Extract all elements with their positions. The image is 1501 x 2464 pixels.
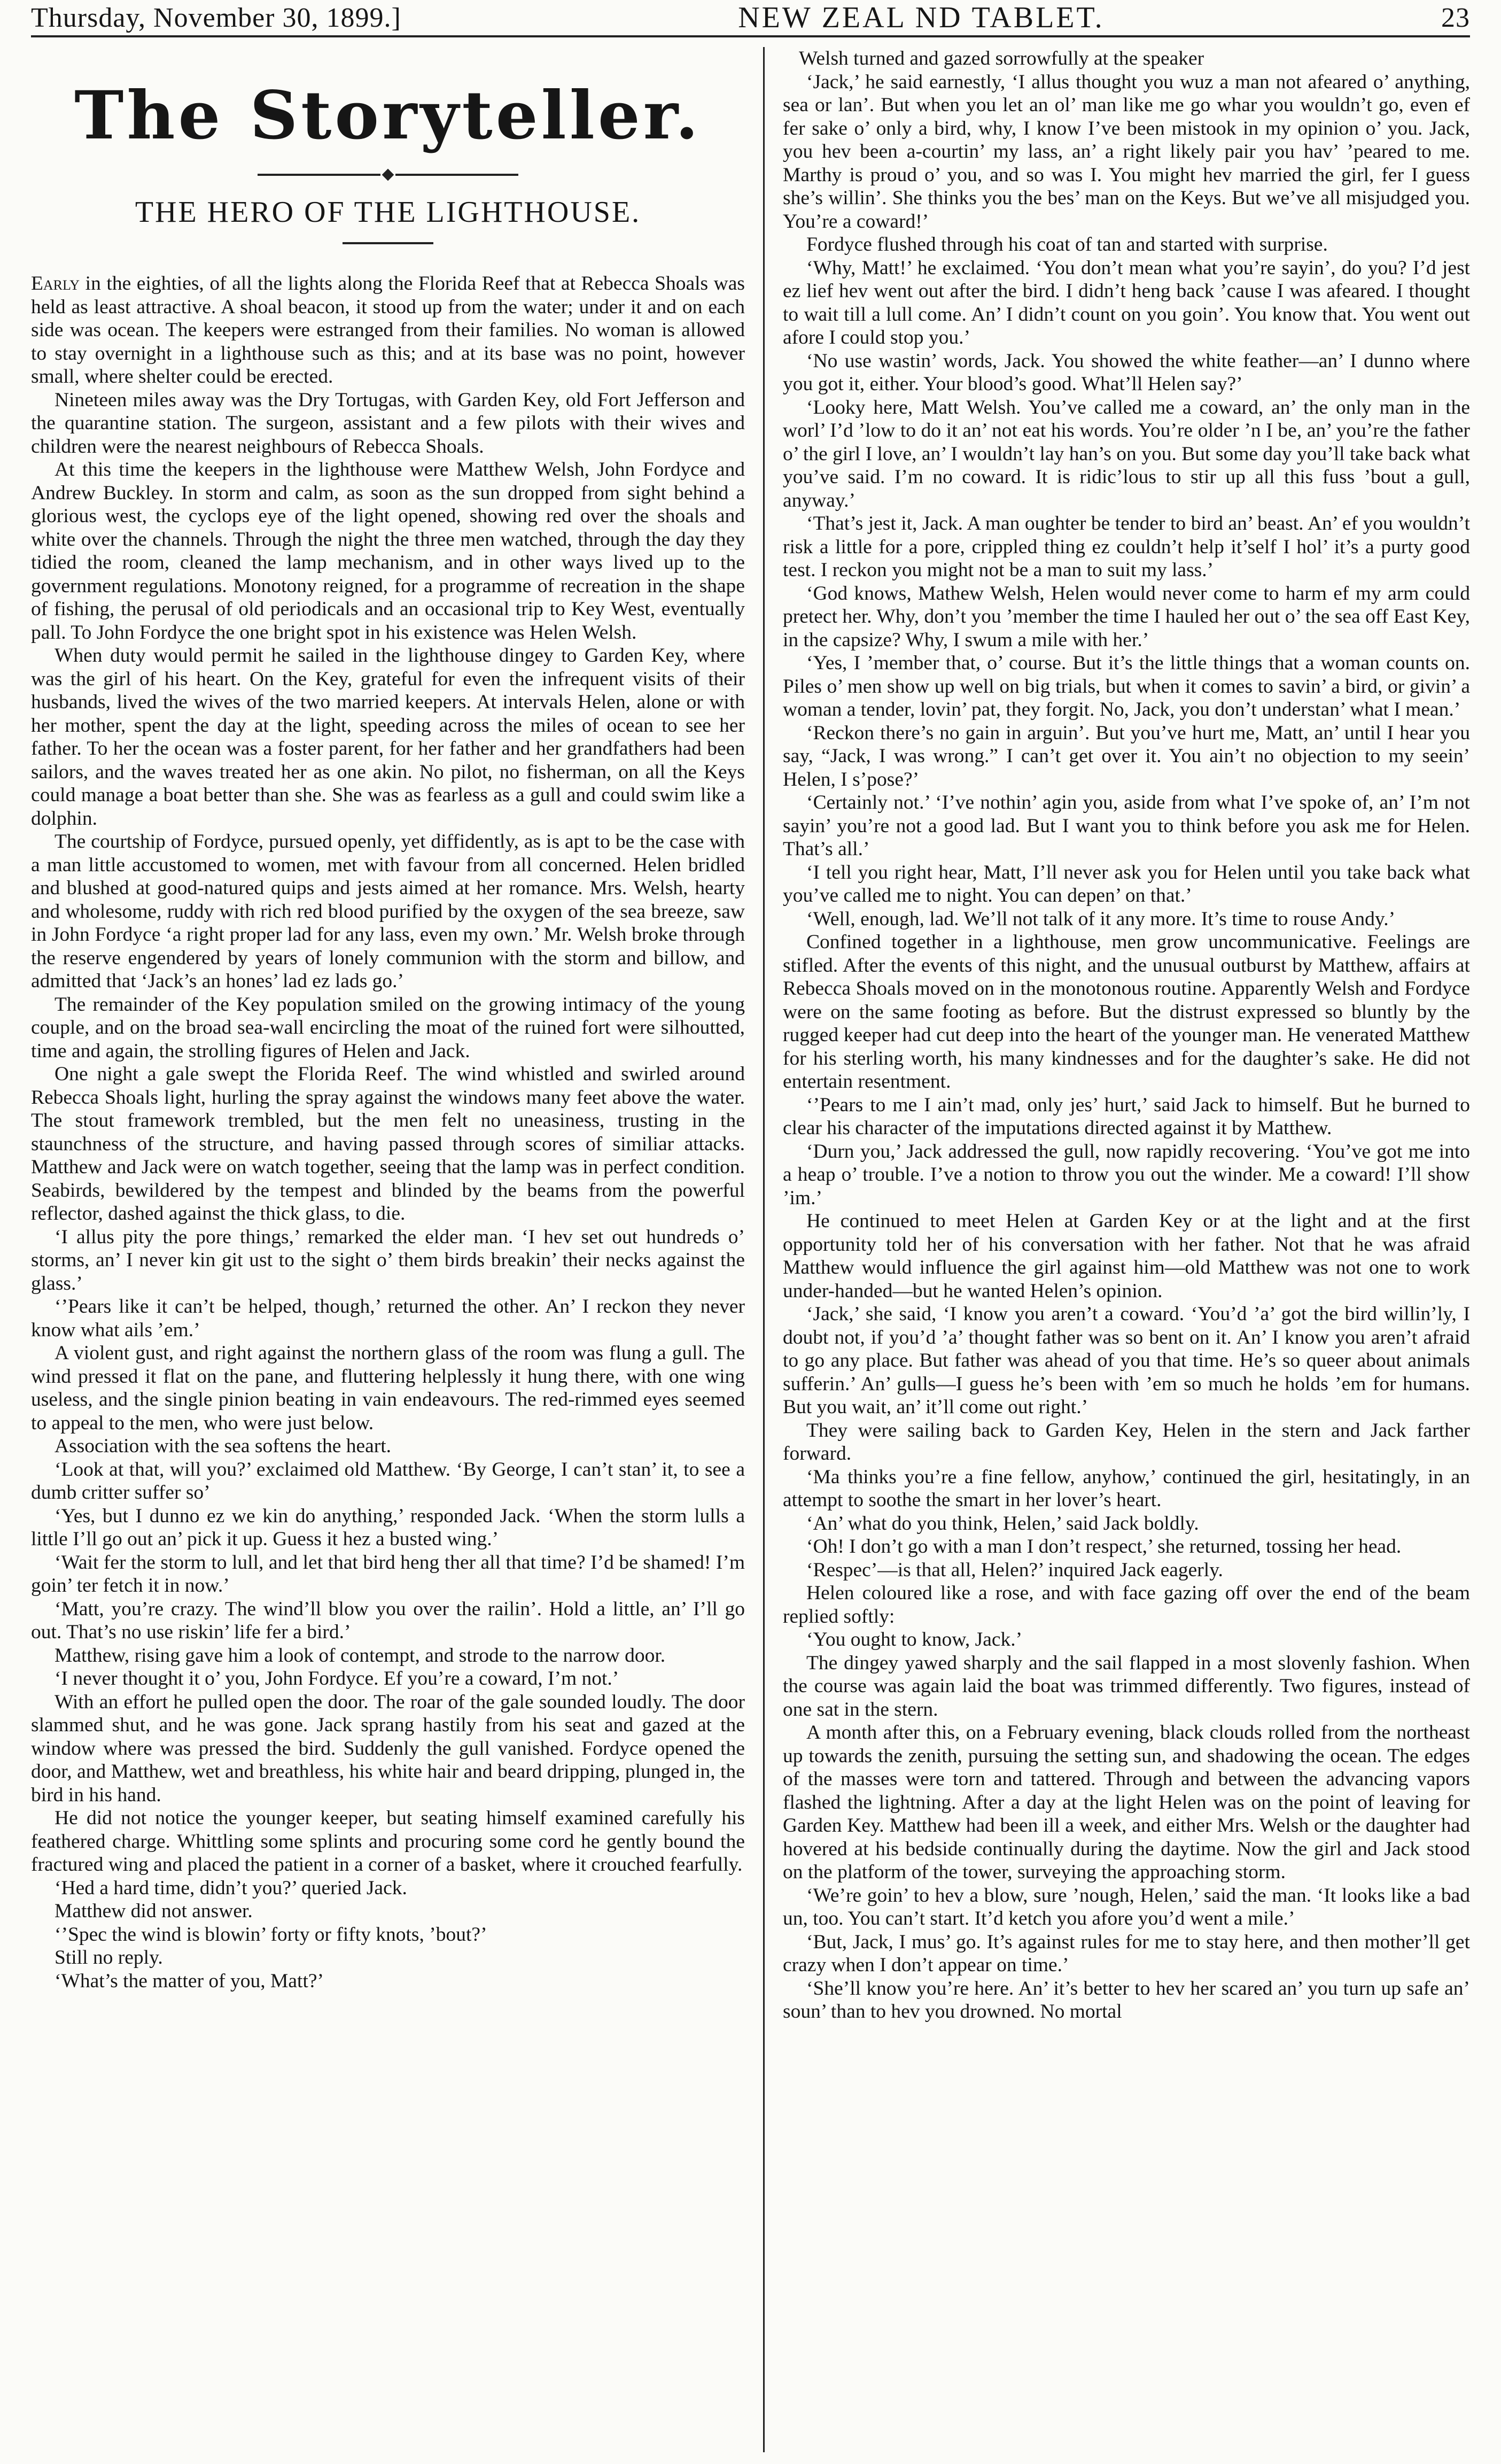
story-paragraph: Fordyce flushed through his coat of tan and started with surprise. [806, 234, 1328, 255]
story-paragraph: ‘Reckon there’s no gain in arguin’. But you’ve hurt me, Matt, an’ until I hear you say, “Jack, I was wrong.” I can’t get over it. You ain’t no objection to my seein’ Helen, I s’pose?’ [783, 722, 1470, 791]
story-paragraph: ‘Yes, but I dunno ez we kin do anything,’ responded Jack. ‘When the storm lulls a little I’ll go out an’ pick it up. Guess it hez a busted wing.’ [31, 1505, 745, 1550]
story-paragraph: ‘An’ what do you think, Helen,’ said Jack boldly. [806, 1512, 1199, 1535]
story-paragraph: He continued to meet Helen at Garden Key or at the light and at the first opportunity told her of his conversation with her father. Not that he was afraid Matthew would influence the girl against him—old Matthew was not one to work under-handed—but he wanted Helen’s opinion. [783, 1210, 1470, 1302]
columns [31, 47, 1470, 2452]
story-paragraph: ‘Certainly not.’ ‘I’ve nothin’ agin you, aside from what I’ve spoke of, an’ I’m not sayin’ you’re not a good lad. But I want you to think before you ask me for Helen. That’s all.’ [783, 792, 1470, 860]
header-page-number: 23 [1441, 2, 1470, 33]
story-title: THE HERO OF THE LIGHTHOUSE. [135, 196, 641, 229]
story-paragraph: He did not notice the younger keeper, but seating himself examined carefully his feathered charge. Whittling some splints and procuring some cord he gently bound the fractured wing and placed the patient in a corner of a basket, where it crouched fearfully. [31, 1807, 745, 1876]
right-column [763, 47, 1470, 2452]
story-paragraph: ‘Jack,’ she said, ‘I know you aren’t a coward. ‘You’d ’a’ got the bird willin’ly, I doubt not, if you’d ’a’ thought father was so bent on it. An’ I know you aren’t afraid to go any place. But father was ahead of you that time. He’s so queer about animals sufferin.’ An’ gulls—I guess he’s been with ’em so much he holds ’em for humans. But you wait, an’ it’ll come out right.’ [783, 1303, 1470, 1418]
page-header [31, 0, 1470, 37]
ornament-rule [31, 171, 745, 179]
left-column [31, 47, 763, 2452]
story-paragraph: ‘Well, enough, lad. We’ll not talk of it any more. It’s time to rouse Andy.’ [806, 908, 1396, 930]
ornament-line-right [395, 174, 518, 176]
left-paragraphs [31, 389, 745, 1993]
drop-lead-word: Early [31, 273, 80, 295]
story-paragraph: ‘But, Jack, I mus’ go. It’s against rules for me to stay here, and then mother’ll get crazy when I don’t appear on time.’ [783, 1931, 1470, 1976]
story-paragraph: Matthew, rising gave him a look of contempt, and strode to the narrow door. [55, 1644, 666, 1667]
story-paragraph: ‘Looky here, Matt Welsh. You’ve called me a coward, an’ the only man in the worl’ I’d ’low to do it an’ not eat his words. You’re older ’n I be, an’ you’re the father o’ the girl I love, an’ I wouldn’t lay han’s on you. But some day you’ll take back what you’ve said. I’m no coward. It is ridic’lous to stir up all this fuss ’bout a gull, anyway.’ [783, 396, 1470, 512]
story-paragraph: ‘Durn you,’ Jack addressed the gull, now rapidly recovering. ‘You’ve got me into a heap o’ trouble. I’ve a notion to throw you out the winder. Me a coward! I’ll show ’im.’ [783, 1140, 1470, 1209]
story-paragraph: ‘Oh! I don’t go with a man I don’t respect,’ she returned, tossing her head. [806, 1536, 1402, 1558]
story-paragraph: A month after this, on a February evening, black clouds rolled from the northeast up towards the zenith, pursuing the setting sun, and shadowing the ocean. The edges of the masses were torn and tattered. Through and between the advancing vapors flashed the lightning. After a day at the light Helen was on the point of leaving for Garden Key. Matthew had been ill a week, and either Mrs. Welsh or the daughter had hovered at his bedside continually during the daytime. Now the girl and Jack stood on the platform of the tower, surveying the approaching storm. [783, 1722, 1470, 1883]
story-paragraph: ‘Respec’—is that all, Helen?’ inquired Jack eagerly. [806, 1559, 1223, 1581]
story-paragraph: ‘That’s jest it, Jack. A man oughter be tender to bird an’ beast. An’ ef you wouldn’t risk a little for a pore, crippled thing ez couldn’t help it’self I hol’ it’s a purty good test. I reckon you might not be a man to suit my lass.’ [783, 513, 1470, 581]
story-paragraph: Nineteen miles away was the Dry Tortugas, with Garden Key, old Fort Jefferson and the quarantine station. The surgeon, assistant and a few pilots with their wives and children were the nearest neighbours of Rebecca Shoals. [31, 389, 745, 458]
story-paragraph: ‘Wait fer the storm to lull, and let that bird heng ther all that time? I’d be shamed! I’m goin’ ter fetch it in now.’ [31, 1551, 745, 1597]
story-paragraph: ‘What’s the matter of you, Matt?’ [55, 1970, 324, 1992]
story-paragraph: ‘You ought to know, Jack.’ [806, 1629, 1023, 1651]
story-paragraph: ‘I tell you right hear, Matt, I’ll never ask you for Helen until you take back what you’ve called me to night. You can depen’ on that.’ [783, 861, 1470, 906]
story-paragraph: Helen coloured like a rose, and with face gazing off over the end of the beam replied softly: [783, 1582, 1470, 1628]
story-paragraph: ‘Ma thinks you’re a fine fellow, anyhow,’ continued the girl, hesitatingly, in an attempt to soothe the smart in her lover’s heart. [783, 1466, 1470, 1511]
title-rule [343, 242, 433, 244]
right-paragraphs [783, 47, 1470, 2024]
header-date: Thursday, November 30, 1899.] [31, 2, 401, 33]
ornament-line-left [258, 174, 380, 176]
story-paragraph: ‘Yes, I ’member that, o’ course. But it’s the little things that a woman counts on. Piles o’ men show up well on big trials, but when it comes to savin’ a bird, or givin’ a woman a tender, lovin’ pat, they forgit. No, Jack, you don’t understan’ what I mean.’ [783, 652, 1470, 720]
story-paragraph: Confined together in a lighthouse, men grow uncommunicative. Feelings are stifled. After the events of this night, and the unusual outburst by Matthew, affairs at Rebecca Shoals moved on in the monotonous routine. Apparently Welsh and Fordyce were on the same footing as before. But the distrust expressed so bluntly by the rugged keeper had cut deep into the heart of the younger man. He venerated Matthew for his sterling worth, his many kindnesses and for the daughter’s sake. He did not entertain resentment. [783, 931, 1470, 1092]
story-paragraph: ‘I never thought it o’ you, John Fordyce. Ef you’re a coward, I’m not.’ [55, 1668, 619, 1690]
story-paragraph: ‘’Pears like it can’t be helped, though,’ returned the other. An’ I reckon they never know what ails ’em.’ [31, 1296, 745, 1341]
paragraph-text: in the eighties, of all the lights along the Florida Reef that at Rebecca Shoals was held as least attractive. A shoal beacon, it stood up from the water; under it and on each side was ocean. The keepers were estranged from their families. No woman is allowed to stay overnight in a lighthouse such as this; and at its base was no point, however small, where shelter could be erected. [31, 273, 745, 388]
story-paragraph: The dingey yawed sharply and the sail flapped in a most slovenly fashion. When the course was again laid the boat was trimmed differently. Two figures, instead of one sat in the stern. [783, 1652, 1470, 1721]
story-paragraph: Matthew did not answer. [55, 1900, 253, 1922]
story-paragraph: ‘We’re goin’ to hev a blow, sure ’nough, Helen,’ said the man. ‘It looks like a bad un, too. You can’t start. It’d ketch you afore you’d went a mile.’ [783, 1884, 1470, 1930]
story-paragraph: They were sailing back to Garden Key, Helen in the stern and Jack farther forward. [783, 1419, 1470, 1465]
story-paragraph: ‘Look at that, will you?’ exclaimed old Matthew. ‘By George, I can’t stan’ it, to see a dumb critter suffer so’ [31, 1458, 745, 1504]
story-paragraph: One night a gale swept the Florida Reef. The wind whistled and swirled around Rebecca Shoals light, hurling the spray against the windows many feet above the water. The stout framework trembled, but the men felt no uneasiness, trusting in the staunchness of the structure, and having passed through scores of similiar attacks. Matthew and Jack were on watch together, seeing that the lamp was in perfect condition. Seabirds, bewildered by the tempest and blinded by the beams from the powerful reflector, dashed against the thick glass, to die. [31, 1063, 745, 1225]
diamond-icon [382, 169, 394, 181]
story-paragraph: ‘No use wastin’ words, Jack. You showed the white feather—an’ I dunno where you got it, either. Your blood’s good. What’ll Helen say?’ [783, 350, 1470, 395]
story-paragraph: ‘Why, Matt!’ he exclaimed. ‘You don’t mean what you’re sayin’, do you? I’d jest ez lief hev went out after the bird. I didn’t heng back ’cause I was afeared. I thought to wait till a lull come. An’ I didn’t count on you goin’. You know that. You went out afore I could stop you.’ [783, 257, 1470, 348]
story-paragraph-first [31, 272, 745, 389]
story-paragraph: Association with the sea softens the heart. [55, 1435, 392, 1457]
story-paragraph: ‘Matt, you’re crazy. The wind’ll blow you over the railin’. Hold a little, an’ I’ll go out. That’s no use riskin’ life fer a bird.’ [31, 1598, 745, 1643]
story-paragraph: ‘Hed a hard time, didn’t you?’ queried Jack. [55, 1877, 407, 1899]
story-paragraph: A violent gust, and right against the northern glass of the room was flung a gull. The wind pressed it flat on the pane, and fluttering helplessly it hung there, with one wing useless, and the single pinion beating in vain endeavours. The red-rimmed eyes seemed to appeal to the men, who were just below. [31, 1342, 745, 1434]
story-paragraph: ‘I allus pity the pore things,’ remarked the elder man. ‘I hev set out hundreds o’ storms, an’ I never kin git ust to the sight o’ them birds breakin’ their necks against the glass.’ [31, 1226, 745, 1295]
story-paragraph: At this time the keepers in the lighthouse were Matthew Welsh, John Fordyce and Andrew Buckley. In storm and calm, as soon as the sun dropped from sight behind a glorious west, the cyclops eye of the light opened, showing red over the shoals and white over the channels. Through the night the three men watched, through the day they tidied the room, cleaned the lamp mechanism, and in other ways lived up to the government regulations. Monotony reigned, for a programme of recreation in the shape of fishing, the perusal of old periodicals and an occasional trip to Key West, eventually pall. To John Fordyce the one bright spot in his existence was Helen Welsh. [31, 459, 745, 644]
header-publication: NEW ZEAL ND TABLET. [738, 1, 1105, 34]
story-paragraph: ‘She’ll know you’re here. An’ it’s better to hev her scared an’ you turn up safe an’ soun’ than to hev you drowned. No mortal [783, 1977, 1470, 2023]
story-paragraph: ‘’Spec the wind is blowin’ forty or fifty knots, ’bout?’ [55, 1923, 487, 1946]
story-paragraph: With an effort he pulled open the door. The roar of the gale sounded loudly. The door slammed shut, and he was gone. Jack sprang hastily from his seat and gazed at the window where was pressed the bird. Suddenly the gull vanished. Fordyce opened the door, and Matthew, wet and breathless, his white hair and beard dripping, plunged in, the bird in his hand. [31, 1691, 745, 1806]
story-paragraph: Still no reply. [55, 1947, 163, 1969]
story-paragraph: ‘’Pears to me I ain’t mad, only jes’ hurt,’ said Jack to himself. But he burned to clear his character of the imputations directed against it by Matthew. [783, 1094, 1470, 1139]
story-paragraph: The remainder of the Key population smiled on the growing intimacy of the young couple, and on the broad sea-wall encircling the moat of the ruined fort were silhoutted, time and again, the strolling figures of Helen and Jack. [31, 993, 745, 1062]
story-paragraph: The courtship of Fordyce, pursued openly, yet diffidently, as is apt to be the case with a man little accustomed to women, met with favour from all concerned. Helen bridled and blushed at good-natured quips and jests aimed at her romance. Mrs. Welsh, hearty and wholesome, ruddy with rich red blood purified by the oxygen of the sea breeze, saw in John Fordyce ‘a right proper lad for any lass, even my own.’ Mr. Welsh broke through the reserve engendered by years of lonely communion with the storm and billow, and admitted that ‘Jack’s an hones’ lad ez lads go.’ [31, 831, 745, 992]
story-paragraph: ‘Jack,’ he said earnestly, ‘I allus thought you wuz a man not afeared o’ anything, sea or lan’. But when you let an ol’ man like me go whar you wouldn’t go, even ef fer sake o’ only a bird, why, I know I’ve been mistook in my opinion o’ you. Jack, you hev been a-courtin’ my lass, an’ a right likely pair you hav’ ’peared to me. Marthy is proud o’ you, and so was I. You might hev married the girl, fer I guess she’s willin’. She thinks you the bes’ man on the Keys. But we’ve all misjudged you. You’re a coward!’ [783, 71, 1470, 233]
story-paragraph: Welsh turned and gazed sorrowfully at the speaker [799, 48, 1204, 69]
story-paragraph: ‘God knows, Mathew Welsh, Helen would never come to harm ef my arm could pretect her. Why, don’t you ’member the time I hauled her out o’ the sea off East Key, in the capsize? Why, I swum a mile with her.’ [783, 582, 1470, 651]
story-paragraph: When duty would permit he sailed in the lighthouse dingey to Garden Key, where was the girl of his heart. On the Key, grateful for even the infrequent visits of their husbands, lived the wives of the two married keepers. At intervals Helen, alone or with her mother, spent the day at the light, speeding across the miles of ocean to see her father. To her the ocean was a foster parent, for her father and her grandfathers had been sailors, and the waves treated her as one akin. No pilot, no fisherman, on all the Keys could manage a boat better than she. She was as fearless as a gull and could swim like a dolphin. [31, 645, 745, 830]
section-title: The Storyteller. [74, 77, 702, 154]
